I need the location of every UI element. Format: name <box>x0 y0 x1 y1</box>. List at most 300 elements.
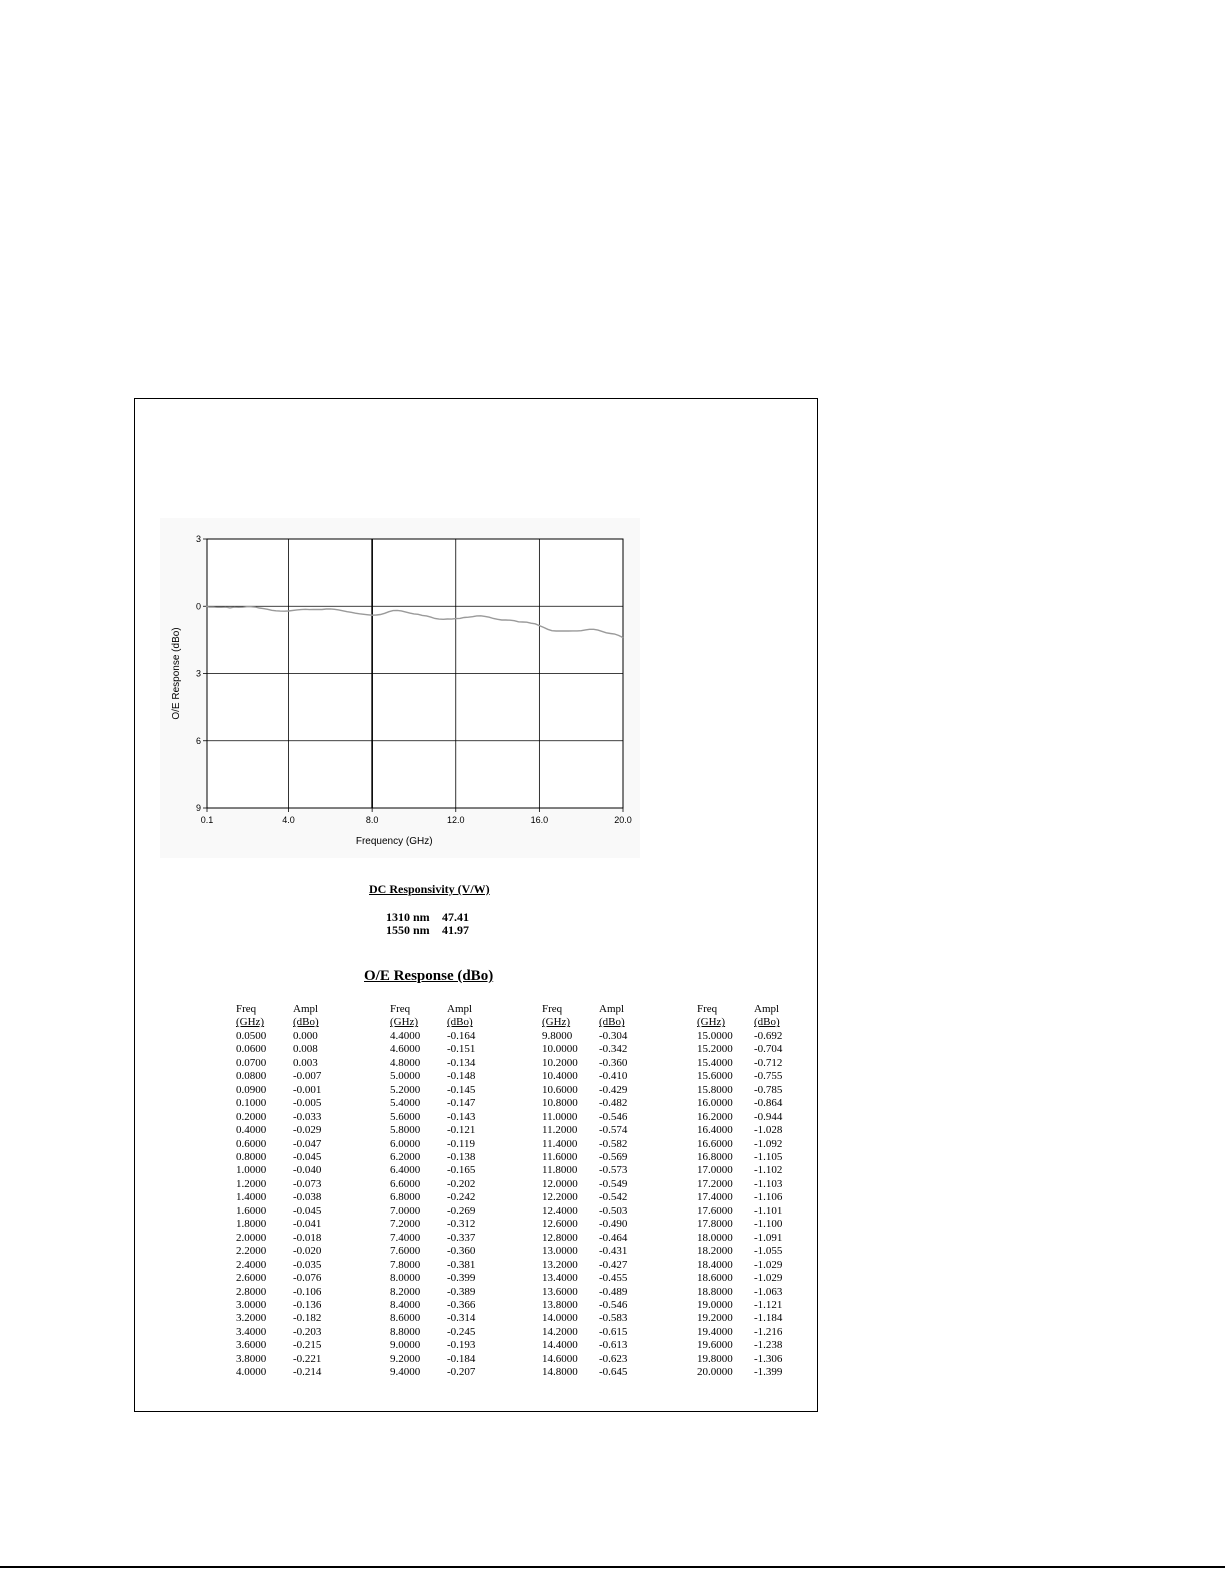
freq-cell: 11.0000 <box>542 1110 578 1123</box>
table-row <box>697 1312 782 1325</box>
table-row <box>697 1299 782 1312</box>
table-row <box>542 1339 627 1352</box>
ampl-cell: -0.073 <box>293 1177 322 1190</box>
freq-cell: 5.8000 <box>390 1124 421 1137</box>
header-ampl: Ampl <box>599 1003 625 1015</box>
table-row <box>390 1043 475 1056</box>
ampl-cell: -0.214 <box>293 1366 322 1379</box>
header-ampl: Ampl <box>293 1003 319 1015</box>
ampl-cell: -0.342 <box>599 1043 628 1056</box>
table-row <box>542 1326 627 1339</box>
table-row <box>697 1218 782 1231</box>
table-row <box>542 1245 627 1258</box>
table-row <box>542 1097 627 1110</box>
freq-cell: 7.4000 <box>390 1231 421 1244</box>
ampl-cell: -0.203 <box>293 1325 322 1338</box>
ampl-cell: -0.427 <box>599 1258 628 1271</box>
freq-cell: 16.8000 <box>697 1150 733 1163</box>
freq-cell: 2.8000 <box>236 1285 267 1298</box>
table-row <box>542 1218 627 1231</box>
ampl-cell: -0.583 <box>599 1312 628 1325</box>
ampl-cell: 0.003 <box>293 1056 318 1069</box>
table-row <box>390 1070 475 1083</box>
table-row <box>236 1178 321 1191</box>
freq-cell: 13.6000 <box>542 1285 578 1298</box>
ampl-cell: -0.164 <box>447 1029 476 1042</box>
freq-cell: 17.0000 <box>697 1164 733 1177</box>
freq-cell: 15.0000 <box>697 1029 733 1042</box>
ampl-cell: -0.215 <box>293 1339 322 1352</box>
freq-cell: 12.4000 <box>542 1204 578 1217</box>
table-row <box>390 1299 475 1312</box>
table-row <box>542 1084 627 1097</box>
table-row <box>390 1084 475 1097</box>
freq-cell: 2.6000 <box>236 1272 267 1285</box>
freq-cell: 3.6000 <box>236 1339 267 1352</box>
table-row <box>542 1178 627 1191</box>
dc-wavelength: 1550 nm <box>386 923 430 937</box>
freq-cell: 13.0000 <box>542 1245 578 1258</box>
ampl-cell: 0.008 <box>293 1043 318 1056</box>
ampl-cell: -0.138 <box>447 1150 476 1163</box>
ampl-cell: -0.712 <box>754 1056 783 1069</box>
table-row <box>697 1326 782 1339</box>
ampl-cell: -0.389 <box>447 1285 476 1298</box>
ampl-cell: -1.238 <box>754 1339 783 1352</box>
table-row <box>236 1259 321 1272</box>
freq-cell: 10.8000 <box>542 1097 578 1110</box>
ampl-cell: -0.018 <box>293 1231 322 1244</box>
table-row <box>542 1286 627 1299</box>
table-column <box>390 1003 475 1380</box>
unit-ampl: (dBo) <box>754 1016 780 1029</box>
freq-cell: 16.4000 <box>697 1124 733 1137</box>
ampl-cell: -0.045 <box>293 1204 322 1217</box>
ampl-cell: -0.613 <box>599 1339 628 1352</box>
freq-cell: 9.4000 <box>390 1366 421 1379</box>
table-row <box>236 1084 321 1097</box>
table-row <box>236 1070 321 1083</box>
dc-wavelength: 1310 nm <box>386 910 430 924</box>
freq-cell: 11.8000 <box>542 1164 578 1177</box>
freq-cell: 0.0600 <box>236 1043 267 1056</box>
table-row <box>697 1245 782 1258</box>
ampl-cell: -0.489 <box>599 1285 628 1298</box>
ampl-cell: -0.182 <box>293 1312 322 1325</box>
table-row <box>390 1097 475 1110</box>
freq-cell: 4.8000 <box>390 1056 421 1069</box>
freq-cell: 19.6000 <box>697 1339 733 1352</box>
table-column <box>236 1003 321 1380</box>
x-tick-label: 0.1 <box>200 815 214 825</box>
freq-cell: 8.0000 <box>390 1272 421 1285</box>
table-row <box>697 1205 782 1218</box>
table-row <box>390 1312 475 1325</box>
table-row <box>697 1353 782 1366</box>
table-row <box>697 1151 782 1164</box>
header-freq: Freq <box>542 1003 563 1015</box>
dc-value: 47.41 <box>442 910 469 924</box>
table-row <box>390 1124 475 1137</box>
x-tick-label: 12.0 <box>446 815 465 825</box>
ampl-cell: -0.546 <box>599 1298 628 1311</box>
x-tick-label: 8.0 <box>365 815 379 825</box>
dc-row <box>386 923 469 938</box>
table-unit-row <box>390 1016 475 1029</box>
ampl-cell: 0.000 <box>293 1029 318 1042</box>
freq-cell: 6.2000 <box>390 1150 421 1163</box>
header-freq: Freq <box>236 1003 257 1015</box>
ampl-cell: -0.704 <box>754 1043 783 1056</box>
table-title: O/E Response (dBo) <box>364 968 494 984</box>
unit-freq: (GHz) <box>390 1016 419 1029</box>
table-row <box>390 1138 475 1151</box>
freq-cell: 19.8000 <box>697 1352 733 1365</box>
freq-cell: 7.0000 <box>390 1204 421 1217</box>
ampl-cell: -0.692 <box>754 1029 783 1042</box>
freq-cell: 16.0000 <box>697 1097 733 1110</box>
ampl-cell: -0.574 <box>599 1124 628 1137</box>
freq-cell: 18.8000 <box>697 1285 733 1298</box>
ampl-cell: -0.020 <box>293 1245 322 1258</box>
ampl-cell: -0.143 <box>447 1110 476 1123</box>
ampl-cell: -0.360 <box>599 1056 628 1069</box>
table-row <box>390 1191 475 1204</box>
table-row <box>236 1218 321 1231</box>
ampl-cell: -0.546 <box>599 1110 628 1123</box>
freq-cell: 16.2000 <box>697 1110 733 1123</box>
ampl-cell: -0.147 <box>447 1097 476 1110</box>
table-row <box>697 1232 782 1245</box>
table-row <box>236 1043 321 1056</box>
ampl-cell: -0.242 <box>447 1191 476 1204</box>
table-row <box>697 1043 782 1056</box>
table-row <box>390 1057 475 1070</box>
ampl-cell: -0.151 <box>447 1043 476 1056</box>
freq-cell: 16.6000 <box>697 1137 733 1150</box>
ampl-cell: -1.184 <box>754 1312 783 1325</box>
freq-cell: 13.2000 <box>542 1258 578 1271</box>
freq-cell: 0.1000 <box>236 1097 267 1110</box>
freq-cell: 0.0900 <box>236 1083 267 1096</box>
ampl-cell: -0.490 <box>599 1218 628 1231</box>
ampl-cell: -0.145 <box>447 1083 476 1096</box>
freq-cell: 13.4000 <box>542 1272 578 1285</box>
table-row <box>236 1353 321 1366</box>
table-row <box>542 1312 627 1325</box>
table-row <box>390 1245 475 1258</box>
ampl-cell: -0.045 <box>293 1150 322 1163</box>
table-row <box>236 1057 321 1070</box>
table-row <box>236 1138 321 1151</box>
ampl-cell: -1.121 <box>754 1298 783 1311</box>
ampl-cell: -0.623 <box>599 1352 628 1365</box>
freq-cell: 6.0000 <box>390 1137 421 1150</box>
ampl-cell: -1.105 <box>754 1150 783 1163</box>
ampl-cell: -1.063 <box>754 1285 783 1298</box>
freq-cell: 10.4000 <box>542 1070 578 1083</box>
table-row <box>390 1353 475 1366</box>
y-tick-label: 3 <box>195 668 201 679</box>
freq-cell: 0.0800 <box>236 1070 267 1083</box>
table-row <box>542 1138 627 1151</box>
table-row <box>542 1030 627 1043</box>
ampl-cell: -0.033 <box>293 1110 322 1123</box>
table-row <box>542 1164 627 1177</box>
table-row <box>236 1245 321 1258</box>
freq-cell: 19.2000 <box>697 1312 733 1325</box>
table-row <box>542 1353 627 1366</box>
ampl-cell: -0.381 <box>447 1258 476 1271</box>
table-row <box>697 1366 782 1379</box>
table-row <box>390 1366 475 1379</box>
ampl-cell: -0.001 <box>293 1083 322 1096</box>
table-row <box>390 1232 475 1245</box>
freq-cell: 1.0000 <box>236 1164 267 1177</box>
table-row <box>697 1111 782 1124</box>
y-tick-label: 9 <box>195 803 201 813</box>
table-row <box>697 1124 782 1137</box>
freq-cell: 1.6000 <box>236 1204 267 1217</box>
table-row <box>697 1272 782 1285</box>
ampl-cell: -0.615 <box>599 1325 628 1338</box>
table-row <box>542 1191 627 1204</box>
ampl-cell: -0.503 <box>599 1204 628 1217</box>
table-header-row <box>390 1003 475 1016</box>
ampl-cell: -0.207 <box>447 1366 476 1379</box>
freq-cell: 8.2000 <box>390 1285 421 1298</box>
freq-cell: 2.2000 <box>236 1245 267 1258</box>
dc-responsivity-title: DC Responsivity (V/W) <box>369 882 490 896</box>
freq-cell: 1.2000 <box>236 1177 267 1190</box>
ampl-cell: -1.092 <box>754 1137 783 1150</box>
ampl-cell: -0.455 <box>599 1272 628 1285</box>
table-row <box>542 1111 627 1124</box>
table-row <box>697 1138 782 1151</box>
freq-cell: 12.6000 <box>542 1218 578 1231</box>
freq-cell: 11.4000 <box>542 1137 578 1150</box>
table-row <box>390 1030 475 1043</box>
ampl-cell: -0.645 <box>599 1366 628 1379</box>
x-axis-label: Frequency (GHz) <box>355 836 433 847</box>
table-row <box>542 1057 627 1070</box>
table-row <box>697 1070 782 1083</box>
table-row <box>236 1205 321 1218</box>
freq-cell: 8.6000 <box>390 1312 421 1325</box>
freq-cell: 11.2000 <box>542 1124 578 1137</box>
table-row <box>236 1097 321 1110</box>
table-row <box>542 1124 627 1137</box>
ampl-cell: -0.312 <box>447 1218 476 1231</box>
freq-cell: 13.8000 <box>542 1298 578 1311</box>
freq-cell: 0.0700 <box>236 1056 267 1069</box>
table-row <box>697 1030 782 1043</box>
unit-freq: (GHz) <box>542 1016 571 1029</box>
freq-cell: 3.0000 <box>236 1298 267 1311</box>
table-row <box>236 1191 321 1204</box>
ampl-cell: -1.029 <box>754 1272 783 1285</box>
x-tick-label: 20.0 <box>614 815 632 825</box>
ampl-cell: -0.269 <box>447 1204 476 1217</box>
freq-cell: 17.2000 <box>697 1177 733 1190</box>
table-row <box>697 1286 782 1299</box>
header-ampl: Ampl <box>447 1003 473 1015</box>
ampl-cell: -1.029 <box>754 1258 783 1271</box>
freq-cell: 0.4000 <box>236 1124 267 1137</box>
unit-freq: (GHz) <box>697 1016 726 1029</box>
ampl-cell: -0.165 <box>447 1164 476 1177</box>
table-column <box>697 1003 782 1380</box>
ampl-cell: -0.366 <box>447 1298 476 1311</box>
freq-cell: 15.2000 <box>697 1043 733 1056</box>
freq-cell: 20.0000 <box>697 1366 733 1379</box>
freq-cell: 0.6000 <box>236 1137 267 1150</box>
freq-cell: 9.0000 <box>390 1339 421 1352</box>
table-row <box>236 1286 321 1299</box>
oe-response-chart <box>160 518 640 858</box>
table-row <box>542 1070 627 1083</box>
unit-ampl: (dBo) <box>447 1016 473 1029</box>
table-row <box>697 1259 782 1272</box>
ampl-cell: -0.106 <box>293 1285 322 1298</box>
y-tick-label: 0 <box>195 601 201 612</box>
table-row <box>390 1151 475 1164</box>
table-header-row <box>542 1003 627 1016</box>
ampl-cell: -0.864 <box>754 1097 783 1110</box>
y-tick-label: 6 <box>195 735 201 746</box>
table-column <box>542 1003 627 1380</box>
ampl-cell: -0.005 <box>293 1097 322 1110</box>
table-unit-row <box>236 1016 321 1029</box>
table-row <box>390 1272 475 1285</box>
freq-cell: 1.4000 <box>236 1191 267 1204</box>
ampl-cell: -0.582 <box>599 1137 628 1150</box>
ampl-cell: -0.148 <box>447 1070 476 1083</box>
ampl-cell: -0.035 <box>293 1258 322 1271</box>
freq-cell: 3.2000 <box>236 1312 267 1325</box>
table-row <box>542 1272 627 1285</box>
ampl-cell: -0.119 <box>447 1137 476 1150</box>
table-row <box>697 1084 782 1097</box>
freq-cell: 10.2000 <box>542 1056 578 1069</box>
freq-cell: 7.2000 <box>390 1218 421 1231</box>
table-unit-row <box>542 1016 627 1029</box>
freq-cell: 2.4000 <box>236 1258 267 1271</box>
ampl-cell: -0.121 <box>447 1124 476 1137</box>
table-row <box>542 1259 627 1272</box>
header-freq: Freq <box>390 1003 411 1015</box>
freq-cell: 7.6000 <box>390 1245 421 1258</box>
table-row <box>236 1339 321 1352</box>
freq-cell: 9.2000 <box>390 1352 421 1365</box>
freq-cell: 18.4000 <box>697 1258 733 1271</box>
ampl-cell: -1.028 <box>754 1124 783 1137</box>
freq-cell: 8.4000 <box>390 1298 421 1311</box>
table-row <box>390 1111 475 1124</box>
table-row <box>390 1339 475 1352</box>
freq-cell: 7.8000 <box>390 1258 421 1271</box>
freq-cell: 12.2000 <box>542 1191 578 1204</box>
freq-cell: 4.6000 <box>390 1043 421 1056</box>
dc-value: 41.97 <box>442 923 469 937</box>
ampl-cell: -0.221 <box>293 1352 322 1365</box>
ampl-cell: -0.337 <box>447 1231 476 1244</box>
ampl-cell: -0.029 <box>293 1124 322 1137</box>
ampl-cell: -0.410 <box>599 1070 628 1083</box>
ampl-cell: -0.755 <box>754 1070 783 1083</box>
chart-grid <box>160 518 640 858</box>
freq-cell: 15.6000 <box>697 1070 733 1083</box>
table-row <box>542 1043 627 1056</box>
table-row <box>697 1164 782 1177</box>
ampl-cell: -0.047 <box>293 1137 322 1150</box>
freq-cell: 3.4000 <box>236 1325 267 1338</box>
freq-cell: 14.2000 <box>542 1325 578 1338</box>
freq-cell: 9.8000 <box>542 1029 573 1042</box>
freq-cell: 2.0000 <box>236 1231 267 1244</box>
ampl-cell: -0.429 <box>599 1083 628 1096</box>
freq-cell: 18.2000 <box>697 1245 733 1258</box>
ampl-cell: -0.041 <box>293 1218 322 1231</box>
ampl-cell: -0.573 <box>599 1164 628 1177</box>
ampl-cell: -0.245 <box>447 1325 476 1338</box>
table-row <box>236 1326 321 1339</box>
table-row <box>390 1326 475 1339</box>
ampl-cell: -0.134 <box>447 1056 476 1069</box>
ampl-cell: -0.785 <box>754 1083 783 1096</box>
ampl-cell: -1.055 <box>754 1245 783 1258</box>
table-row <box>390 1164 475 1177</box>
y-axis-label: O/E Response (dBo) <box>171 627 182 720</box>
ampl-cell: -0.314 <box>447 1312 476 1325</box>
ampl-cell: -1.306 <box>754 1352 783 1365</box>
table-row <box>542 1205 627 1218</box>
unit-ampl: (dBo) <box>293 1016 319 1029</box>
ampl-cell: -0.549 <box>599 1177 628 1190</box>
freq-cell: 6.6000 <box>390 1177 421 1190</box>
table-row <box>390 1178 475 1191</box>
ampl-cell: -1.106 <box>754 1191 783 1204</box>
table-row <box>236 1111 321 1124</box>
freq-cell: 12.0000 <box>542 1177 578 1190</box>
ampl-cell: -0.193 <box>447 1339 476 1352</box>
freq-cell: 0.0500 <box>236 1029 267 1042</box>
table-row <box>236 1164 321 1177</box>
freq-cell: 1.8000 <box>236 1218 267 1231</box>
freq-cell: 14.4000 <box>542 1339 578 1352</box>
ampl-cell: -0.202 <box>447 1177 476 1190</box>
y-tick-label: 3 <box>195 534 201 544</box>
freq-cell: 6.4000 <box>390 1164 421 1177</box>
table-row <box>390 1286 475 1299</box>
freq-cell: 0.2000 <box>236 1110 267 1123</box>
freq-cell: 12.8000 <box>542 1231 578 1244</box>
freq-cell: 5.2000 <box>390 1083 421 1096</box>
ampl-cell: -1.216 <box>754 1325 783 1338</box>
table-row <box>236 1151 321 1164</box>
freq-cell: 10.0000 <box>542 1043 578 1056</box>
table-row <box>390 1205 475 1218</box>
table-unit-row <box>697 1016 782 1029</box>
ampl-cell: -1.399 <box>754 1366 783 1379</box>
freq-cell: 14.0000 <box>542 1312 578 1325</box>
freq-cell: 3.8000 <box>236 1352 267 1365</box>
table-row <box>542 1151 627 1164</box>
ampl-cell: -0.136 <box>293 1298 322 1311</box>
table-row <box>542 1366 627 1379</box>
freq-cell: 5.4000 <box>390 1097 421 1110</box>
header-ampl: Ampl <box>754 1003 780 1015</box>
